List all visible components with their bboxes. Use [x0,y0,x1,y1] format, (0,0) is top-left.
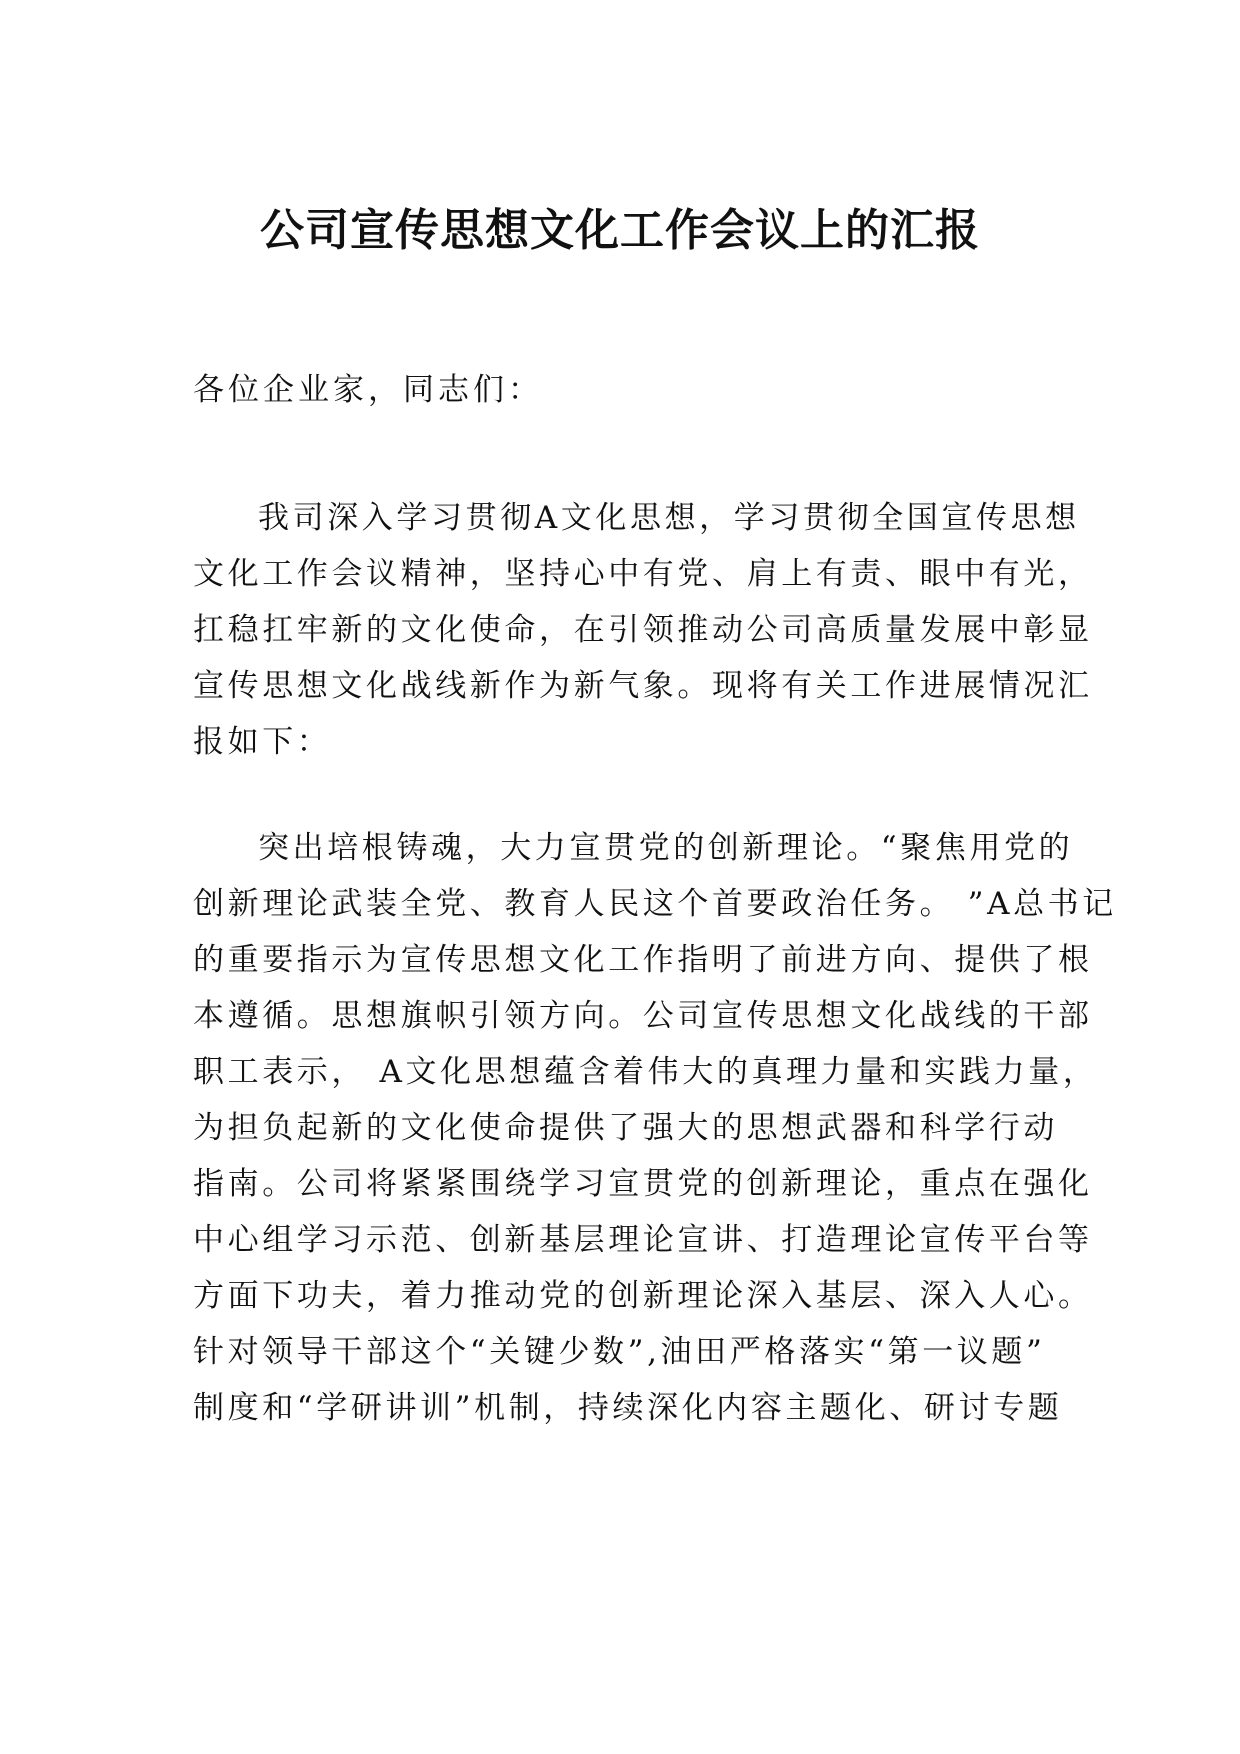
paragraph-theory [193,820,1117,1436]
paragraph-line: 创新理论武装全党、教育人民这个首要政治任务。 ”A总书记 [193,886,1117,922]
paragraph-line: 针对领导干部这个“关键少数”,油田严格落实“第一议题” [193,1334,1046,1370]
paragraph-line: 本遵循。思想旗帜引领方向。公司宣传思想文化战线的干部 [193,998,1093,1034]
paragraph-line: 为担负起新的文化使命提供了强大的思想武器和科学行动 [193,1110,1058,1146]
paragraph-line: 我司深入学习贯彻A文化思想，学习贯彻全国宣传思想 [258,500,1080,536]
paragraph-line: 方面下功夫，着力推动党的创新理论深入基层、深入人心。 [193,1278,1093,1314]
paragraph-line: 宣传思想文化战线新作为新气象。现将有关工作进展情况汇 [193,668,1093,704]
paragraph-line: 扛稳扛牢新的文化使命，在引领推动公司高质量发展中彰显 [193,612,1093,648]
paragraph-line: 的重要指示为宣传思想文化工作指明了前进方向、提供了根 [193,942,1093,978]
paragraph-line: 文化工作会议精神，坚持心中有党、肩上有责、眼中有光， [193,556,1093,592]
document-title: 公司宣传思想文化工作会议上的汇报 [260,205,980,256]
paragraph-intro [193,490,1093,770]
paragraph-line: 制度和“学研讲训”机制，持续深化内容主题化、研讨专题 [193,1390,1063,1426]
paragraph-line: 指南。公司将紧紧围绕学习宣贯党的创新理论，重点在强化 [193,1166,1093,1202]
paragraph-line: 突出培根铸魂，大力宣贯党的创新理论。“聚焦用党的 [258,830,1074,866]
paragraph-line: 职工表示， A文化思想蕴含着伟大的真理力量和实践力量， [193,1054,1098,1090]
paragraph-line: 中心组学习示范、创新基层理论宣讲、打造理论宣传平台等 [193,1222,1093,1258]
salutation: 各位企业家，同志们： [193,372,543,408]
paragraph-line: 报如下： [193,724,332,760]
